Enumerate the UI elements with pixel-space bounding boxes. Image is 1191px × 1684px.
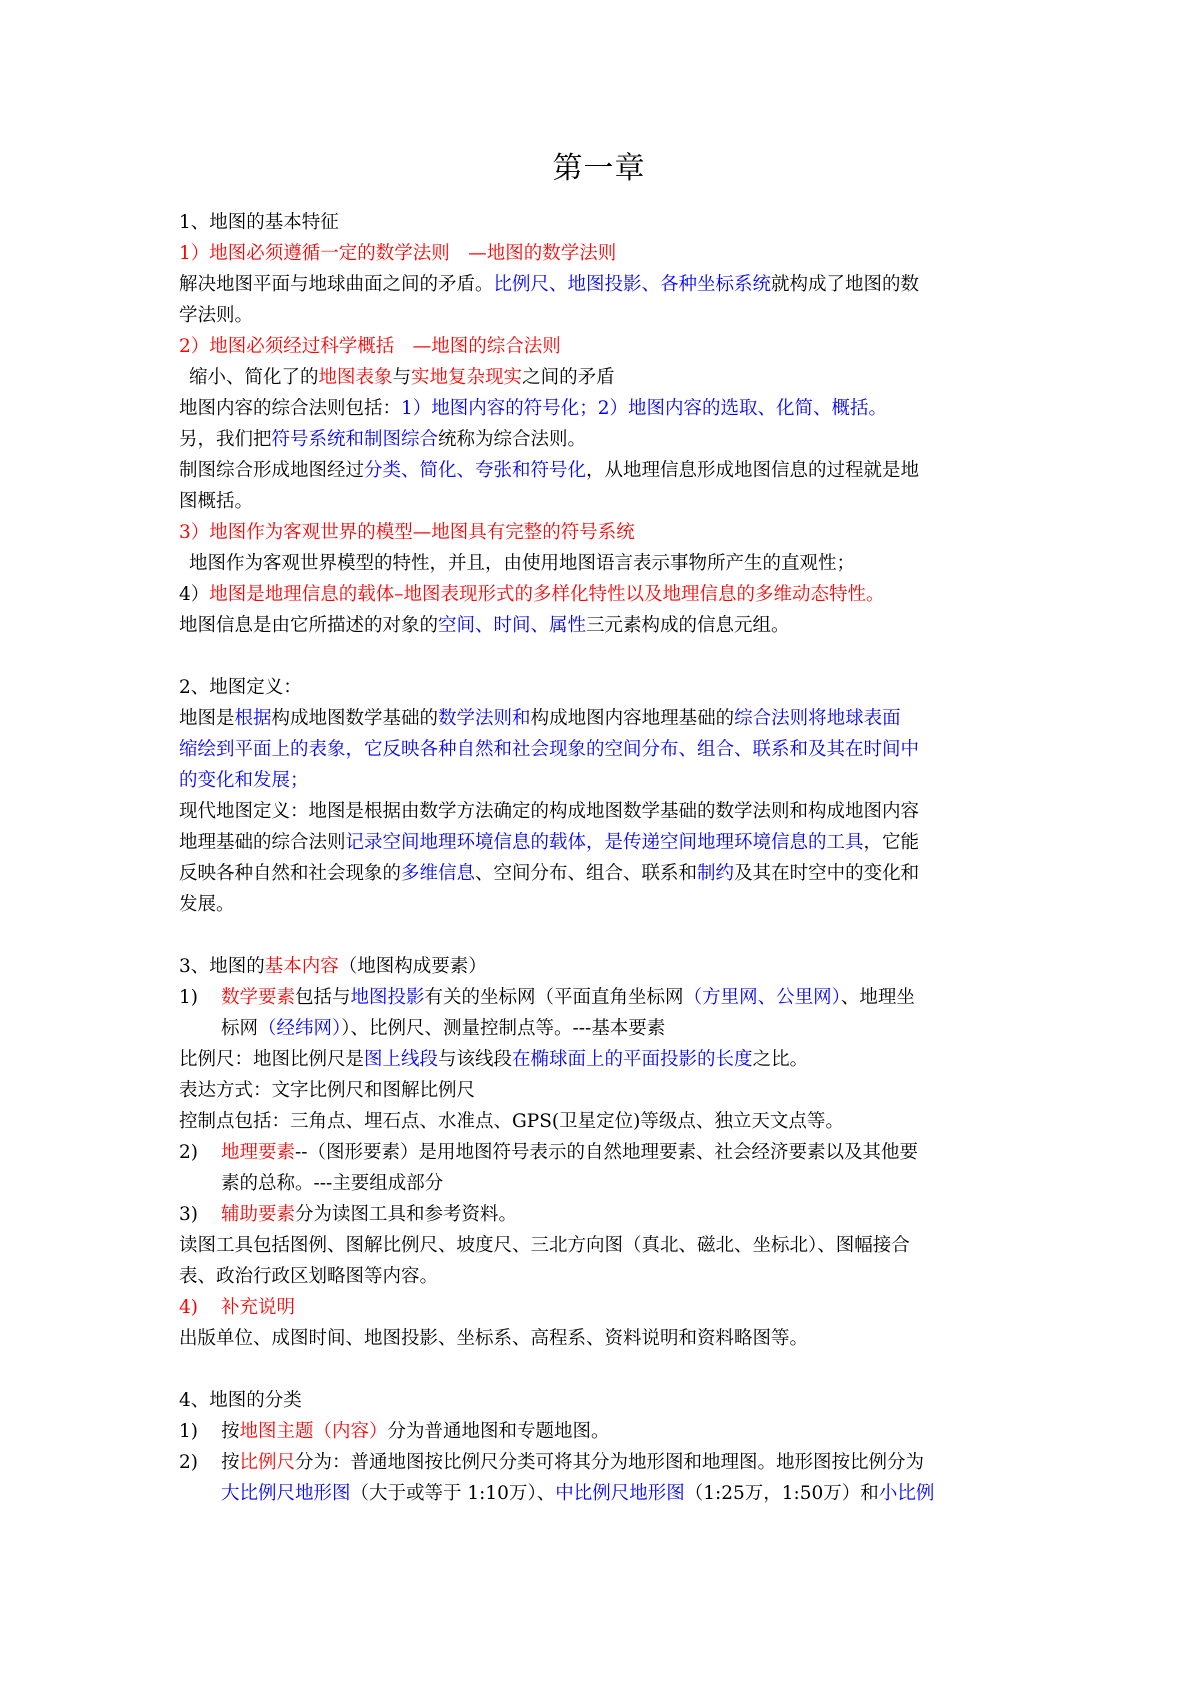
text-line — [179, 1323, 1019, 1354]
text-run: 有关的坐标网（平面直角坐标网 — [424, 987, 684, 1008]
highlight-red-text: 比例尺 — [239, 1452, 296, 1473]
highlight-blue-text: 根据 — [234, 708, 272, 729]
text-run: 地图信息是由它所描述的对象的 — [179, 615, 439, 636]
text-run: 包括与 — [295, 987, 351, 1008]
text-run: 出版单位、成图时间、地图投影、坐标系、高程系、资料说明和资料略图等。 — [179, 1328, 809, 1349]
text-run: 发展。 — [179, 894, 235, 915]
text-line — [179, 300, 1019, 331]
text-line — [179, 1075, 1019, 1106]
text-line — [179, 1199, 1019, 1230]
text-run: 分为普通地图和专题地图。 — [387, 1421, 610, 1442]
text-line — [179, 703, 1019, 734]
text-run: 地理基础的综合法则 — [179, 832, 346, 853]
text-line — [179, 1168, 1019, 1199]
text-run: 分为：普通地图按比例尺分类可将其分为地形图和地理图。地形图按比例分为 — [295, 1452, 925, 1473]
text-run: 分为读图工具和参考资料。 — [295, 1204, 518, 1225]
highlight-red-text: 数学要素 — [221, 987, 296, 1008]
highlight-blue-text: 数学法则和 — [438, 708, 531, 729]
text-line — [179, 1261, 1019, 1292]
text-line — [179, 1044, 1019, 1075]
text-run: 2、地图定义： — [179, 677, 302, 698]
text-line — [179, 1416, 1019, 1447]
highlight-red-text: 补充说明 — [221, 1297, 296, 1318]
text-run: 素的总称。---主要组成部分 — [221, 1173, 444, 1194]
text-run: --（图形要素）是用地图符号表示的自然地理要素、社会经济要素以及其他要 — [295, 1142, 919, 1163]
text-run: 表、政治行政区划略图等内容。 — [179, 1266, 439, 1287]
highlight-blue-text: 空间、时间、属性 — [438, 615, 587, 636]
text-run: （地图构成要素） — [338, 956, 487, 977]
text-run: 按 — [221, 1421, 240, 1442]
highlight-red-text: 实地复杂现实 — [411, 367, 523, 388]
list-number: 2) — [179, 1142, 198, 1163]
text-run: 1、地图的基本特征 — [179, 212, 339, 233]
blank-line — [179, 920, 1019, 951]
list-number: 3) — [179, 1204, 198, 1225]
text-line — [179, 796, 1019, 827]
text-line — [179, 238, 1019, 269]
text-line — [179, 207, 1019, 238]
blank-line — [179, 1354, 1019, 1385]
text-line — [179, 1447, 1019, 1478]
document-body — [179, 207, 1019, 1509]
text-run: 现代地图定义：地图是根据由数学方法确定的构成地图数学基础的数学法则和构成地图内容 — [179, 801, 920, 822]
text-run: 解决地图平面与地球曲面之间的矛盾。 — [179, 274, 494, 295]
list-number: 1) — [179, 987, 198, 1008]
text-run: 控制点包括：三角点、埋石点、水准点、GPS(卫星定位)等级点、独立天文点等。 — [179, 1111, 844, 1132]
text-line — [179, 610, 1019, 641]
highlight-red-text: 1）地图必须遵循一定的数学法则 —地图的数学法则 — [179, 243, 617, 264]
text-run: 比例尺：地图比例尺是 — [179, 1049, 365, 1070]
list-number: 1) — [179, 1421, 198, 1442]
text-line — [179, 424, 1019, 455]
text-line — [179, 1385, 1019, 1416]
text-line — [179, 1478, 1019, 1509]
text-line — [179, 951, 1019, 982]
highlight-blue-text: 的变化和发展； — [179, 770, 309, 791]
highlight-blue-text: 分类、简化、夸张和符号化 — [364, 460, 587, 481]
highlight-blue-text: （方里网、公里网） — [683, 987, 841, 1008]
text-line — [179, 734, 1019, 765]
highlight-blue-text: 大比例尺地形图 — [221, 1483, 351, 1504]
highlight-red-text: 地图是地理信息的载体–地图表现形式的多样化特性以及地理信息的多维动态特性。 — [209, 584, 885, 605]
text-line — [179, 1137, 1019, 1168]
text-run: 按 — [221, 1452, 240, 1473]
text-line — [179, 579, 1019, 610]
text-run: 学法则。 — [179, 305, 254, 326]
text-line — [179, 765, 1019, 796]
text-line — [179, 269, 1019, 300]
text-line — [179, 486, 1019, 517]
chapter-title: 第一章 — [552, 151, 646, 186]
text-run: 3、地图的 — [179, 956, 265, 977]
highlight-blue-text: 1）地图内容的符号化；2）地图内容的选取、化简、概括。 — [401, 398, 888, 419]
text-run: 构成地图内容地理基础的 — [530, 708, 735, 729]
text-run: 地图作为客观世界模型的特性，并且，由使用地图语言表示事物所产生的直观性； — [189, 553, 856, 574]
text-run: 就构成了地图的数 — [771, 274, 920, 295]
blank-line — [179, 641, 1019, 672]
text-run: 地图是 — [179, 708, 235, 729]
text-run: 制图综合形成地图经过 — [179, 460, 365, 481]
highlight-blue-text: （经纬网） — [258, 1018, 342, 1039]
highlight-blue-text: 多维信息 — [401, 863, 476, 884]
text-line — [179, 1013, 1019, 1044]
highlight-blue-text: 制约 — [697, 863, 735, 884]
text-run: 4、地图的分类 — [179, 1390, 302, 1411]
highlight-blue-text: 小比例 — [878, 1483, 935, 1504]
text-line — [179, 548, 1019, 579]
list-number: 2) — [179, 1452, 198, 1473]
highlight-red-text: 2）地图必须经过科学概括 —地图的综合法则 — [179, 336, 561, 357]
text-run: 4） — [179, 584, 210, 605]
text-run: 统称为综合法则。 — [438, 429, 587, 450]
text-line — [179, 889, 1019, 920]
list-number: 4) — [179, 1297, 198, 1318]
highlight-red-text: 3）地图作为客观世界的模型—地图具有完整的符号系统 — [179, 522, 635, 543]
text-run: 图概括。 — [179, 491, 254, 512]
text-run: 读图工具包括图例、图解比例尺、坡度尺、三北方向图（真北、磁北、坐标北）、图幅接合 — [179, 1235, 910, 1256]
highlight-red-text: 辅助要素 — [221, 1204, 296, 1225]
highlight-blue-text: 中比例尺地形图 — [555, 1483, 685, 1504]
highlight-blue-text: 比例尺、地图投影、各种坐标系统 — [493, 274, 772, 295]
text-line — [179, 1292, 1019, 1323]
text-run: 构成地图数学基础的 — [271, 708, 439, 729]
highlight-blue-text: 缩绘到平面上的表象，它反映各种自然和社会现象的空间分布、组合、联系和及其在时间中 — [179, 739, 920, 760]
highlight-blue-text: 地图投影 — [350, 987, 425, 1008]
text-line — [179, 517, 1019, 548]
text-run: 与 — [392, 367, 412, 388]
text-line — [179, 362, 1019, 393]
text-run: 标网 — [221, 1018, 259, 1039]
text-line — [179, 982, 1019, 1013]
text-run: 另，我们把 — [179, 429, 272, 450]
highlight-blue-text: 综合法则将地球表面 — [734, 708, 901, 729]
text-run: 之间的矛盾 — [522, 367, 615, 388]
text-run: 与该线段 — [438, 1049, 513, 1070]
text-run: （大于或等于 1:10万）、 — [350, 1483, 556, 1504]
highlight-red-text: 地图表象 — [318, 367, 393, 388]
highlight-red-text: 基本内容 — [264, 956, 339, 977]
text-line — [179, 672, 1019, 703]
text-line — [179, 1230, 1019, 1261]
text-run: 、空间分布、组合、联系和 — [475, 863, 698, 884]
text-line — [179, 331, 1019, 362]
text-run: 、地理坐 — [840, 987, 915, 1008]
text-run: 三元素构成的信息元组。 — [586, 615, 790, 636]
highlight-blue-text: 记录空间地理环境信息的载体，是传递空间地理环境信息的工具 — [345, 832, 864, 853]
text-run: 反映各种自然和社会现象的 — [179, 863, 402, 884]
highlight-blue-text: 在椭球面上的平面投影的长度 — [512, 1049, 753, 1070]
text-line — [179, 827, 1019, 858]
text-run: ，从地理信息形成地图信息的过程就是地 — [586, 460, 920, 481]
text-run: 地图内容的综合法则包括： — [179, 398, 402, 419]
highlight-red-text: 地理要素 — [221, 1142, 296, 1163]
text-run: ，它能 — [863, 832, 920, 853]
text-line — [179, 1106, 1019, 1137]
highlight-blue-text: 符号系统和制图综合 — [271, 429, 439, 450]
highlight-blue-text: 图上线段 — [364, 1049, 439, 1070]
text-run: 缩小、简化了的 — [189, 367, 319, 388]
text-run: 表达方式：文字比例尺和图解比例尺 — [179, 1080, 476, 1101]
text-line — [179, 393, 1019, 424]
text-line — [179, 455, 1019, 486]
text-line — [179, 858, 1019, 889]
highlight-red-text: 地图主题（内容） — [239, 1421, 388, 1442]
text-run: 及其在时空中的变化和 — [734, 863, 920, 884]
text-run: 之比。 — [752, 1049, 809, 1070]
text-run: ）、比例尺、测量控制点等。---基本要素 — [341, 1018, 666, 1039]
text-run: （1:25万，1:50万）和 — [684, 1483, 879, 1504]
